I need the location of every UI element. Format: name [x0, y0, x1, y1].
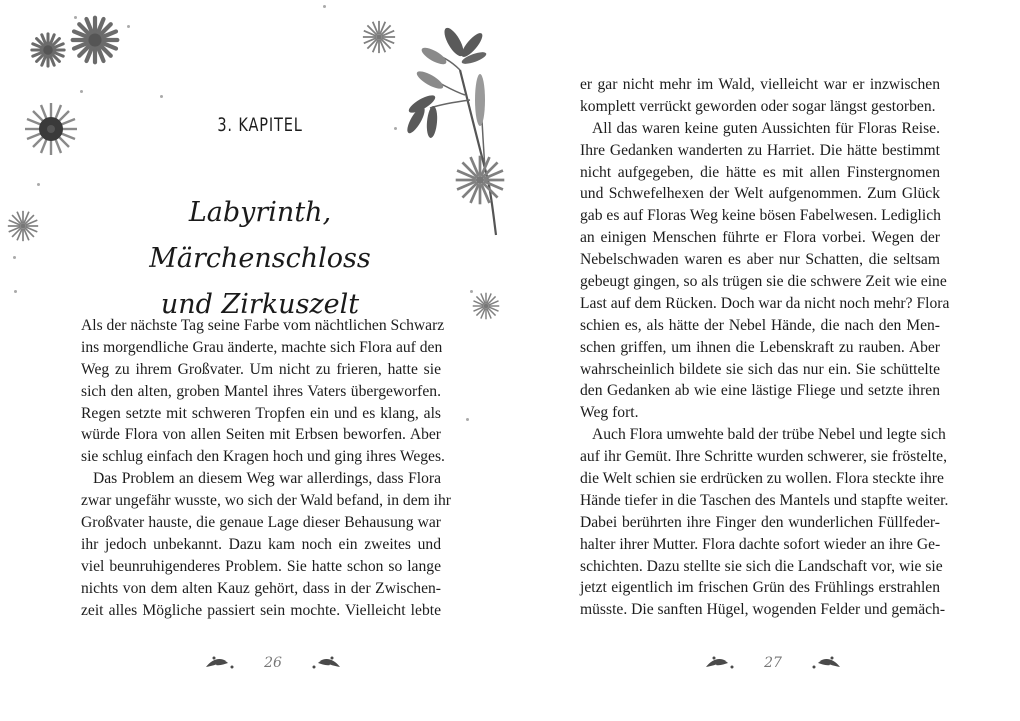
text-line: komplett verrückt geworden oder sogar längst gestorben. — [580, 97, 936, 115]
text-line: Das Problem an diesem Weg war allerdings, dass Flora — [93, 470, 441, 488]
text-line: die Welt schien sie erdrücken zu wollen. Flora steckte ihre — [580, 470, 944, 488]
text-line: ihr jedoch unbekannt. Dazu kam noch ein zweites und — [81, 535, 441, 553]
page-number: 27 — [764, 655, 782, 671]
decorative-dot — [323, 5, 326, 8]
right-page — [510, 0, 1020, 721]
text-line: Dabei berührten ihre Finger den wunderlichen Füllfeder- — [580, 513, 940, 531]
leaf-sprig-icon — [309, 655, 343, 671]
text-line: jetzt eigentlich im frischen Grün des Frühlings erstrahlen — [580, 579, 940, 597]
text-line: gebeugt gingen, so als trügen sie die schwere Zeit wie eine — [580, 273, 947, 291]
text-line: All das waren keine guten Aussichten für Floras Reise. — [592, 119, 940, 137]
text-line: Weg fort. — [580, 404, 639, 422]
body-text — [580, 74, 950, 621]
text-line: Ihre Gedanken wanderten zu Harriet. Die hätte bestimmt — [580, 141, 940, 159]
decorative-dot — [470, 290, 473, 293]
text-line: halter ihrer Mutter. Flora dachte sofort wieder an ihre Ge- — [580, 535, 941, 553]
chapter-title-line: Labyrinth, Märchenschloss — [149, 197, 371, 274]
leaf-sprig-icon — [703, 655, 737, 671]
text-line: schen griffen, um ihnen die Lebenskraft zu rauben. Aber — [580, 338, 940, 356]
decorative-dot — [160, 95, 163, 98]
text-line: schien es, als hätte der Nebel Hände, die nach den Men- — [580, 316, 940, 334]
text-line: den Gedanken ab wie eine lästige Fliege und setzte ihren — [580, 382, 940, 400]
chapter-title — [80, 190, 440, 328]
text-line: zwar ungefähr wusste, wo sich der Wald befand, in dem ihr — [81, 492, 451, 510]
text-line: und Schwefelhexen der Welt aufgenommen. Zum Glück — [580, 185, 940, 203]
decorative-dot — [466, 418, 469, 421]
page-number: 26 — [264, 655, 282, 671]
text-line: Hände tiefer in die Taschen des Mantels und stapfte weiter. — [580, 491, 949, 509]
text-line: sie schlug einfach den Kragen hoch und ging ihres Weges. — [81, 448, 445, 466]
text-line: Weg zu ihrem Großvater. Um nicht zu frieren, hatte sie — [81, 360, 441, 378]
text-line: müsste. Die sanften Hügel, wogenden Felder und gemäch- — [580, 601, 946, 619]
text-line: auf ihr Gemüt. Ihre Schritte wurden schwerer, sie fröstelte, — [580, 448, 947, 466]
page-footer — [203, 652, 343, 674]
text-line: Last auf dem Rücken. Doch war da nicht noch mehr? Flora — [580, 294, 950, 312]
cornflower-icon — [472, 292, 500, 320]
text-line: würde Flora von allen Seiten mit Erbsen beworfen. Aber — [81, 426, 441, 444]
decorative-dot — [13, 256, 16, 259]
decorative-dot — [80, 90, 83, 93]
daisy-flower-icon — [70, 15, 120, 65]
text-line: nichts von dem alten Kauz gehört, dass in der Zwischen- — [81, 579, 441, 597]
decorative-dot — [74, 16, 77, 19]
text-line: an einigen Menschen führte er Flora vorbei. Wegen der — [580, 229, 940, 247]
body-text — [81, 315, 451, 621]
text-line: gab es auf Floras Weg keine bösen Fabelwesen. Lediglich — [580, 207, 941, 225]
text-line: sich den alten, groben Mantel ihres Vaters übergeworfen. — [81, 382, 441, 400]
text-line: ins morgendliche Grau änderte, machte sich Flora auf den — [81, 338, 443, 356]
text-line: wahrscheinlich bildete sie sich das nur ein. Sie schüttelte — [580, 360, 940, 378]
chapter-title-line: und Zirkuszelt — [160, 289, 360, 320]
decorative-dot — [127, 25, 130, 28]
text-line: er gar nicht mehr im Wald, vielleicht war er inzwischen — [580, 76, 940, 93]
cornflower-icon — [7, 210, 39, 242]
text-line: Regen setzte mit schweren Tropfen ein und es klang, als — [81, 404, 441, 422]
text-line: Großvater hauste, die genaue Lage dieser Behausung war — [81, 514, 441, 532]
decorative-dot — [14, 290, 17, 293]
chapter-label: 3. KAPITEL — [217, 114, 303, 136]
text-line: Nebelschwaden waren es aber nur Schatten, die seltsam — [580, 251, 940, 269]
text-line: viel beunruhigenderes Problem. Sie hatte schon so lange — [81, 557, 441, 575]
cornflower-icon — [362, 20, 396, 54]
leaf-sprig-icon — [809, 655, 843, 671]
text-line: zeit alles Mögliche passiert sein mochte. Vielleicht lebte — [81, 601, 441, 619]
daisy-flower-icon — [28, 30, 68, 70]
text-line: schichten. Dazu stellte sie sich die Landschaft vor, wie sie — [580, 557, 943, 575]
text-line: Auch Flora umwehte bald der trübe Nebel und legte sich — [592, 426, 946, 444]
page-footer — [703, 652, 843, 674]
text-line: Als der nächste Tag seine Farbe vom nächtlichen Schwarz — [81, 317, 445, 334]
decorative-dot — [37, 183, 40, 186]
text-line: nicht aufgegeben, die hätte es mit allen Finstergnomen — [580, 163, 940, 181]
leaf-sprig-icon — [203, 655, 237, 671]
